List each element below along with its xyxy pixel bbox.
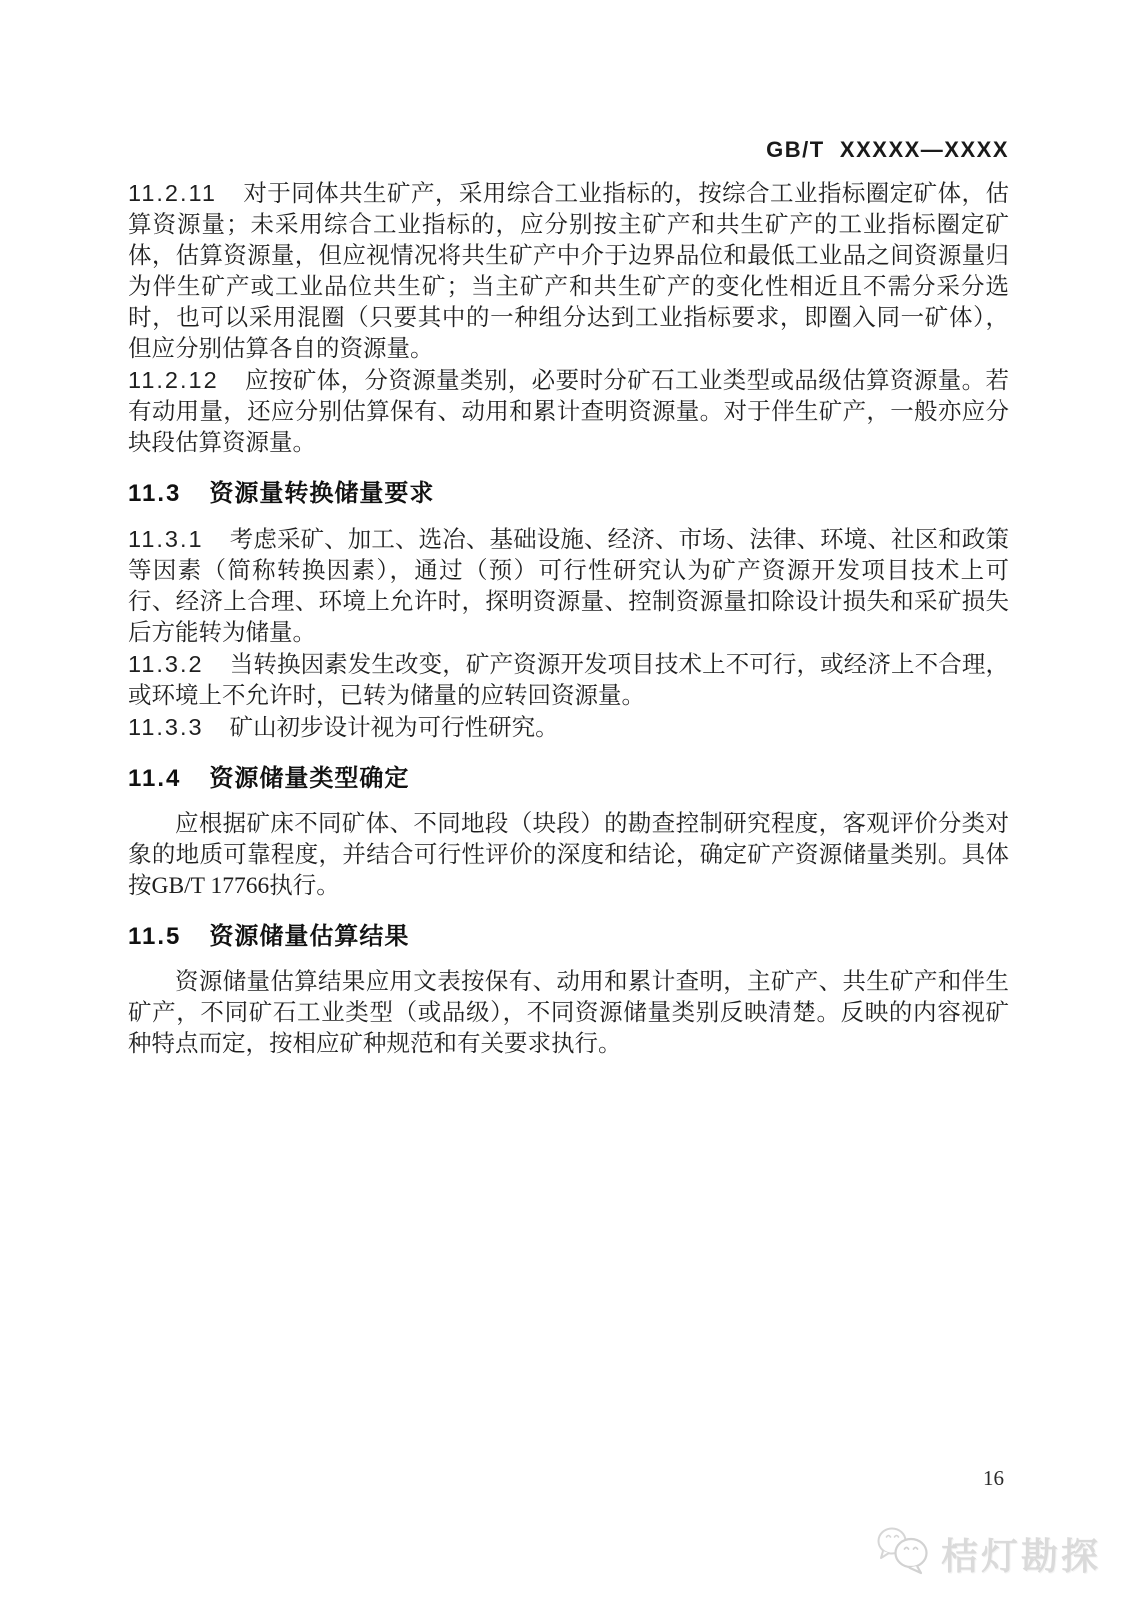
- clause-text: 矿山初步设计视为可行性研究。: [229, 715, 559, 741]
- paragraph-11-4: 应根据矿床不同矿体、不同地段（块段）的勘查控制研究程度，客观评价分类对象的地质可靠程度，并结合可行性评价的深度和结论，确定矿产资源储量类别。具体按GB/T 17766执行。: [128, 811, 1009, 899]
- clause-11-3-2: [128, 649, 1009, 712]
- clause-number: 11.2.12: [128, 367, 219, 393]
- section-title: 资源储量估算结果: [209, 923, 410, 950]
- clause-11-2-12: [128, 365, 1009, 459]
- watermark-text: 桔灯勘探: [941, 1535, 1101, 1577]
- section-title: 资源储量类型确定: [209, 765, 410, 792]
- page-number: 16: [983, 1466, 1004, 1490]
- clause-number: 11.3.2: [128, 651, 204, 677]
- section-heading-11-3: [128, 473, 1009, 508]
- section-number: 11.4: [128, 765, 182, 792]
- standard-number-header: GB/T XXXXX—XXXX: [766, 137, 1009, 162]
- clause-number: 11.3.1: [128, 526, 204, 552]
- clause-text: 应按矿体，分资源量类别，必要时分矿石工业类型或品级估算资源量。若有动用量，还应分别估算保有、动用和累计查明资源量。对于伴生矿产，一般亦应分块段估算资源量。: [128, 368, 1009, 456]
- paragraph-11-5: 资源储量估算结果应用文表按保有、动用和累计查明，主矿产、共生矿产和伴生矿产，不同矿石工业类型（或品级），不同资源储量类别反映清楚。反映的内容视矿种特点而定，按相应矿种规范和有关要求执行。: [128, 969, 1009, 1057]
- section-number: 11.3: [128, 480, 182, 507]
- clause-11-3-3: [128, 712, 1009, 744]
- clause-number: 11.3.3: [128, 714, 204, 740]
- clause-number: 11.2.11: [128, 180, 217, 206]
- clause-text: 考虑采矿、加工、选冶、基础设施、经济、市场、法律、环境、社区和政策等因素（简称转换因素），通过（预）可行性研究认为矿产资源开发项目技术上可行、经济上合理、环境上允许时，探明资源量、控制资源量扣除设计损失和采矿损失后方能转为储量。: [128, 527, 1009, 646]
- document-body: [128, 178, 1009, 1060]
- clause-text: 当转换因素发生改变，矿产资源开发项目技术上不可行，或经济上不合理，或环境上不允许时，已转为储量的应转回资源量。: [128, 652, 1009, 709]
- clause-11-3-1: [128, 524, 1009, 649]
- clause-text: 对于同体共生矿产，采用综合工业指标的，按综合工业指标圈定矿体，估算资源量；未采用综合工业指标的，应分别按主矿产和共生矿产的工业指标圈定矿体，估算资源量，但应视情况将共生矿产中介于边界品位和最低工业品之间资源量归为伴生矿产或工业品位共生矿；当主矿产和共生矿产的变化性相近且不需分采分选时，也可以采用混圈（只要其中的一种组分达到工业指标要求，即圈入同一矿体），但应分别估算各自的资源量。: [128, 181, 1009, 362]
- clause-11-2-11: [128, 178, 1009, 365]
- section-title: 资源量转换储量要求: [209, 480, 435, 507]
- chat-bubbles-icon: [875, 1524, 933, 1581]
- section-heading-11-4: [128, 758, 1009, 793]
- watermark-logo: [875, 1524, 1101, 1581]
- section-heading-11-5: [128, 916, 1009, 951]
- section-number: 11.5: [128, 923, 182, 950]
